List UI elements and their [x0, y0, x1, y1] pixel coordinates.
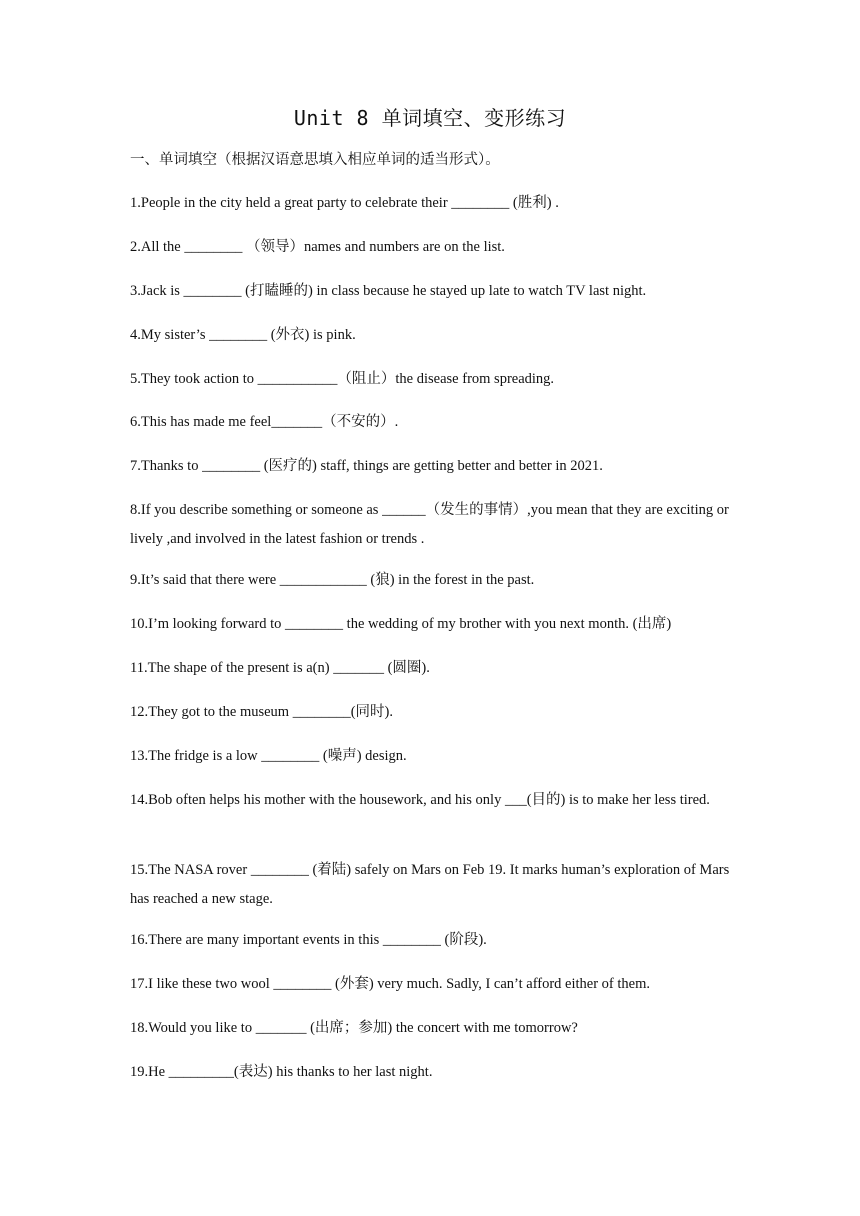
question-item: 13.The fridge is a low ________ (噪声) design.: [130, 748, 407, 764]
page-title: Unit 8 单词填空、变形练习: [293, 106, 567, 130]
question-item: 5.They took action to ___________（阻止）the disease from spreading.: [130, 371, 555, 387]
question-item: 3.Jack is ________ (打瞌睡的) in class because he stayed up late to watch TV last night.: [130, 283, 647, 299]
question-item: 10.I’m looking forward to ________ the wedding of my brother with you next month. (出席): [130, 616, 672, 632]
question-item: 1.People in the city held a great party to celebrate their ________ (胜利) .: [130, 195, 559, 211]
question-item: 9.It’s said that there were ____________ (狼) in the forest in the past.: [130, 572, 535, 588]
question-item: 11.The shape of the present is a(n) _______ (圆圈).: [130, 660, 430, 676]
question-item: 18.Would you like to _______ (出席；参加) the concert with me tomorrow?: [130, 1020, 578, 1036]
question-item: 4.My sister’s ________ (外衣) is pink.: [130, 327, 356, 343]
question-item: 2.All the ________ （领导）names and numbers are on the list.: [130, 239, 505, 255]
section-heading: 一、单词填空（根据汉语意思填入相应单词的适当形式）。: [130, 152, 500, 168]
question-item: 12.They got to the museum ________(同时).: [130, 704, 393, 720]
question-item: 6.This has made me feel_______（不安的）.: [130, 414, 399, 430]
question-item: 14.Bob often helps his mother with the housework, and his only ___(目的) is to make her less tired.: [130, 792, 710, 808]
question-item: 16.There are many important events in this ________ (阶段).: [130, 932, 487, 948]
question-item: 17.I like these two wool ________ (外套) very much. Sadly, I can’t afford either of them.: [130, 976, 650, 992]
question-item: 7.Thanks to ________ (医疗的) staff, things are getting better and better in 2021.: [130, 458, 603, 474]
question-item: 8.If you describe something or someone as ______（发生的事情）,you mean that they are exciting or lively ,and involved in the latest fashion or trends .: [130, 502, 729, 547]
question-item: 19.He _________(表达) his thanks to her last night.: [130, 1064, 433, 1080]
question-item: 15.The NASA rover ________ (着陆) safely on Mars on Feb 19. It marks human’s exploration of Mars has reached a new stage.: [130, 862, 730, 907]
